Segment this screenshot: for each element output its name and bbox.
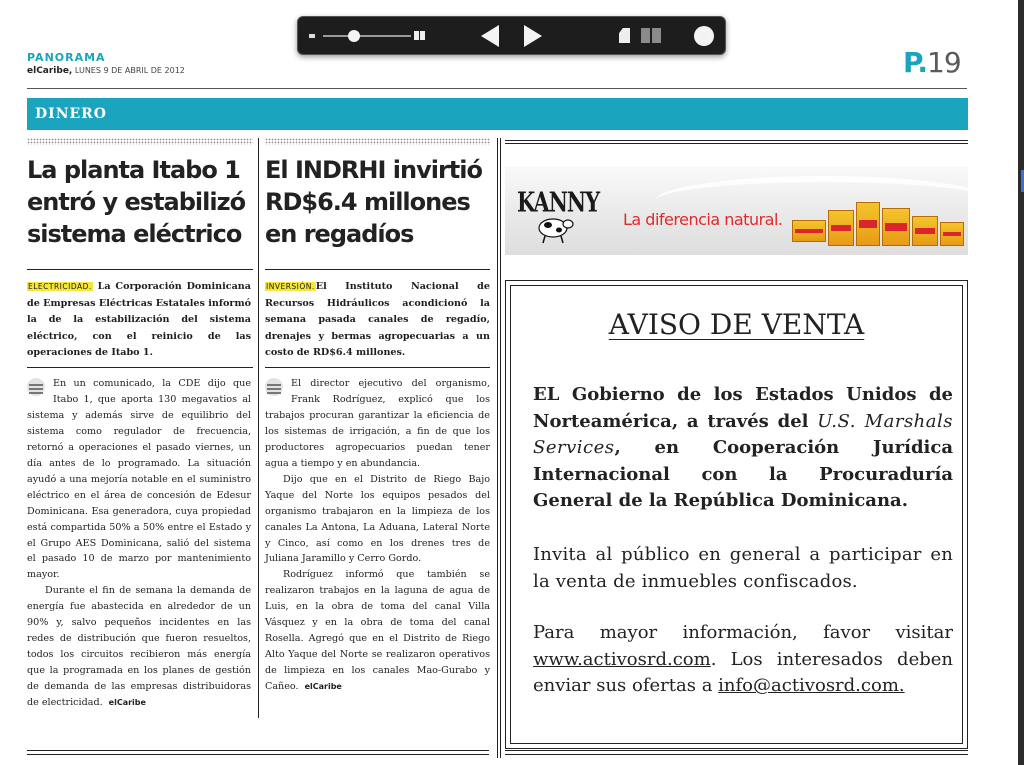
article-2-paragraph: El director ejecutivo del organismo, Frank Rodríguez, explicó que los trabajos procuran garantizar la eficiencia de los sistemas de irrigación, a fin de que los productores agropecuarios puedan tener agua a tiempo y en abundancia.: [265, 378, 490, 469]
sale-notice-frame: [510, 285, 963, 744]
notice-paragraph: EL Gobierno de los Estados Unidos de Norteamérica, a través del U.S. Marshals Services, en Cooperación Jurídica Internacional con la Procuraduría General de la República Dominicana.: [533, 384, 953, 511]
ad-top-rule: [505, 143, 968, 144]
article-2-summary: INVERSIÓN.El Instituto Nacional de Recursos Hidráulicos acondicionó la semana pasada canales de regadío, drenajes y bermas agropecuarias a un costo de RD$6.4 millones.: [265, 281, 490, 358]
kanny-advertisement: [505, 166, 968, 255]
section-banner-label: DINERO: [35, 106, 107, 122]
cow-icon: [531, 212, 577, 244]
email-link[interactable]: info@activosrd.com.: [718, 675, 905, 696]
zoom-in-icon[interactable]: [414, 31, 425, 40]
ad-slogan: La diferencia natural.: [623, 210, 783, 229]
column-divider: [258, 138, 259, 718]
zoom-slider[interactable]: [323, 35, 411, 37]
article-2-paragraph: Rodríguez informó que también se realizaron trabajos en la laguna de agua de Luis, en la obra de toma del canal Villa Vásquez y en la obra de toma del canal Rosella. Agregó que en el Distrito de Riego Alto Yaque del Norte se realizaron operativos de limpieza en los canales Mao-Gurabo y Cañeo. elCaribe: [265, 569, 490, 693]
headline-rule: [265, 269, 490, 270]
article-1-body: [27, 376, 251, 711]
viewer-toolbar: [297, 16, 726, 55]
ad-product-packages: [792, 202, 967, 250]
zoom-slider-thumb[interactable]: [348, 30, 360, 42]
previous-page-button[interactable]: [481, 25, 499, 47]
article-1-kicker: ELECTRICIDAD.: [28, 282, 92, 291]
summary-rule: [265, 367, 490, 368]
product-package: [792, 220, 826, 242]
notice-paragraph: Invita al público en general a participar en la venta de inmuebles confiscados.: [533, 544, 953, 592]
sale-notice: [505, 280, 968, 749]
column-divider: [497, 138, 498, 758]
window-edge: [1018, 0, 1024, 765]
footer-rule: [505, 754, 968, 755]
article-2-headline: El INDRHI invirtió RD$6.4 millones en regadíos: [265, 156, 482, 248]
article-2-kicker: INVERSIÓN.: [266, 282, 315, 291]
header-rule: [27, 88, 967, 89]
article-1-signoff: elCaribe: [108, 698, 146, 708]
notice-title: AVISO DE VENTA: [608, 308, 865, 341]
article-1-headline: La planta Itabo 1 entró y estabilizó sistema eléctrico: [27, 156, 246, 248]
website-link[interactable]: www.activosrd.com: [533, 648, 711, 670]
zoom-out-icon[interactable]: [309, 34, 315, 38]
close-button[interactable]: ✕: [694, 26, 714, 46]
next-page-button[interactable]: [524, 25, 542, 47]
product-package: [940, 222, 964, 246]
section-label: PANORAMA: [27, 51, 106, 64]
issue-date: LUNES 9 DE ABRIL DE 2012: [74, 66, 185, 75]
headline-rule: [27, 269, 253, 270]
column-dots: [27, 138, 253, 145]
product-package: [828, 210, 854, 246]
footer-rule: [27, 750, 489, 751]
article-2-body: [265, 376, 490, 695]
notice-paragraph: Para mayor información, favor visitar www.activosrd.com. Los interesados deben enviar sus ofertas a info@activosrd.com.: [533, 622, 953, 696]
product-package: [912, 216, 938, 246]
page-number: P.19: [903, 46, 961, 79]
article-1-paragraph: En un comunicado, la CDE dijo que Itabo 1, que aporta 130 megavatios al sistema y además sirve de equilibrio del sistema como regulador de frecuencia, retornó a operaciones el pasado viernes, un día antes de lo programado. La situación ayudó a una mejoría notable en el suministro eléctrico en el área de concesión de Edesur Dominicana. Esa generadora, cuya propiedad está compartida 50% a 50% entre el Estado y el Grupo AES Dominicana, salió del sistema el pasado 10 de marzo por mantenimiento mayor.: [27, 378, 251, 581]
ad-brand-logo: KANNY: [517, 185, 600, 218]
ad-top-rule: [505, 140, 968, 141]
article-2-paragraph: Dijo que en el Distrito de Riego Bajo Yaque del Norte los equipos pesados del organismo trabajaron en la limpieza de los canales La Antona, La Aduana, Lateral Norte y Cinco, así como en los drenes tres de Juliana Jaramillo y Cerro Gordo.: [265, 473, 490, 565]
single-page-view-icon[interactable]: [619, 28, 630, 43]
column-divider: [500, 138, 501, 758]
section-banner: [27, 98, 968, 130]
product-package: [882, 208, 910, 246]
article-2-signoff: elCaribe: [304, 682, 342, 692]
product-package: [856, 202, 880, 246]
menu-icon: [27, 378, 47, 402]
publication-name: elCaribe,: [27, 66, 73, 76]
column-dots: [265, 138, 490, 145]
footer-rule: [27, 754, 489, 755]
menu-icon: [265, 378, 285, 402]
article-1-summary: ELECTRICIDAD. La Corporación Dominicana de Empresas Eléctricas Estatales informó la de la estabilización del sistema eléctrico, con el reinicio de las operaciones de Itabo 1.: [27, 281, 251, 358]
article-1-paragraph: Durante el fin de semana la demanda de energía fue abastecida en alrededor de un 90% y, salvo pequeños incidentes en las redes de distribución que fueron resueltos, todos los circuitos recibieron más energía que la programada en los planes de gestión de demanda de las empresas distribuidoras de electricidad. elCaribe: [27, 585, 251, 709]
dateline: [27, 66, 185, 76]
summary-rule: [27, 367, 253, 368]
footer-rule: [505, 750, 968, 751]
double-page-view-icon[interactable]: [641, 28, 661, 43]
